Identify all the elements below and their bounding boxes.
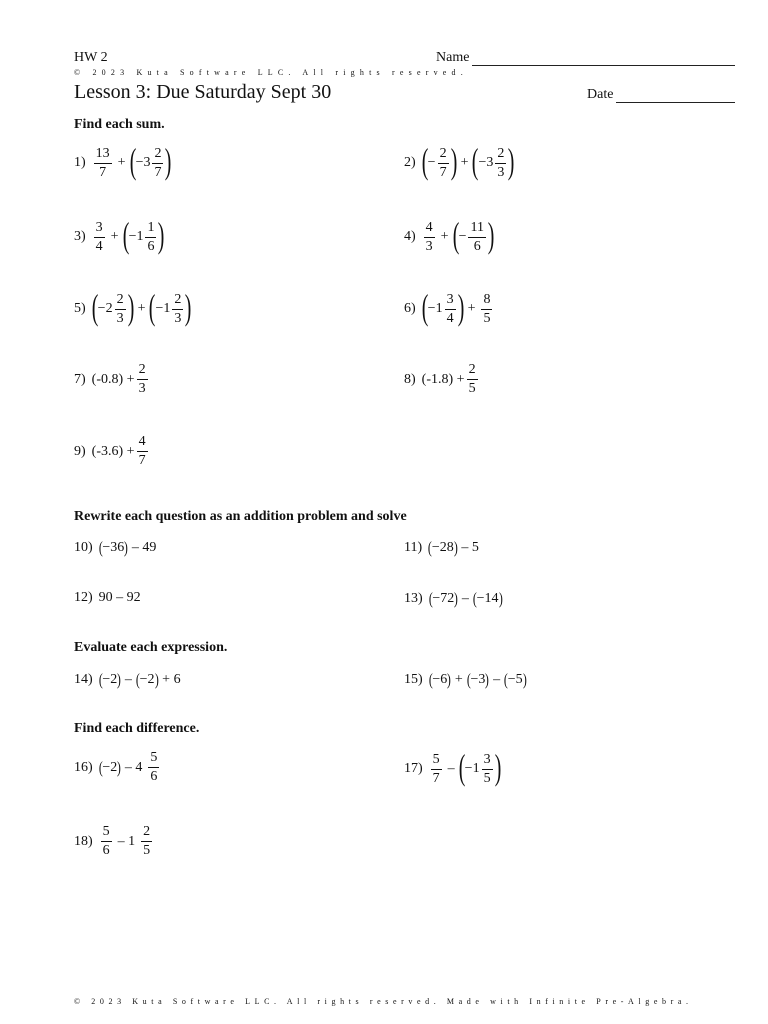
- problem-17: [404, 747, 501, 787]
- expression-lead: (-1.8) +: [421, 371, 465, 387]
- right-paren: ): [158, 215, 165, 255]
- fraction: [482, 753, 493, 786]
- left-paren: (: [98, 670, 103, 689]
- expression-rest: – 5: [461, 540, 479, 555]
- operator: +: [454, 672, 463, 687]
- term: −14: [476, 591, 499, 606]
- left-paren: (: [428, 538, 432, 557]
- operator: –: [124, 672, 132, 687]
- denominator: 5: [483, 310, 491, 326]
- numerator: 5: [101, 825, 112, 842]
- whole-part: −3: [135, 155, 151, 170]
- left-paren: (: [91, 287, 98, 327]
- problem-number: 13): [404, 591, 423, 606]
- problem-3: [74, 215, 165, 255]
- fraction: [94, 147, 112, 180]
- operator: –: [493, 672, 501, 687]
- left-paren: (: [122, 215, 129, 255]
- fraction: [148, 751, 159, 784]
- worksheet-id: HW 2: [74, 50, 108, 65]
- fraction: [94, 221, 105, 254]
- problem-10: [74, 538, 160, 558]
- name-label: Name: [436, 50, 470, 65]
- numerator: 8: [481, 293, 492, 310]
- whole-part: −1: [464, 761, 480, 776]
- operator: –: [461, 591, 469, 606]
- term: −36: [102, 540, 125, 555]
- whole-part: −2: [97, 301, 113, 316]
- right-paren: ): [454, 589, 459, 608]
- problem-number: 12): [74, 590, 93, 605]
- left-paren: (: [428, 670, 433, 689]
- operator: +: [117, 155, 126, 170]
- problem-7: [74, 363, 150, 396]
- problem-13: [404, 589, 502, 609]
- problem-8: [404, 363, 480, 396]
- whole-part: −3: [478, 155, 494, 170]
- problem-11: [404, 538, 483, 558]
- fraction: [137, 435, 148, 468]
- numerator: 2: [137, 363, 148, 380]
- denominator: 5: [468, 381, 476, 396]
- problem-number: 9): [74, 443, 86, 459]
- problem-12: [74, 590, 141, 606]
- denominator: 7: [138, 453, 146, 468]
- problem-number: 11): [404, 540, 423, 555]
- term: −5: [507, 672, 523, 687]
- right-paren: ): [185, 287, 192, 327]
- term: −3: [470, 672, 486, 687]
- left-paren: (: [472, 589, 477, 608]
- problem-number: 5): [74, 301, 86, 316]
- section-heading-sum: Find each sum.: [74, 117, 165, 132]
- denominator: 7: [154, 164, 162, 180]
- problem-number: 8): [404, 371, 416, 387]
- problem-5: [74, 287, 192, 327]
- fraction: [445, 293, 456, 326]
- problem-6: [404, 287, 494, 327]
- problem-18: [74, 825, 154, 858]
- numerator: 2: [115, 293, 126, 310]
- right-paren: ): [457, 287, 464, 327]
- date-label: Date: [587, 87, 614, 102]
- problem-16: [74, 751, 161, 784]
- fraction: [137, 363, 148, 396]
- denominator: 5: [143, 843, 151, 858]
- numerator: 3: [482, 753, 493, 770]
- left-paren: (: [428, 589, 433, 608]
- right-paren: ): [447, 670, 452, 689]
- sign: −: [427, 155, 436, 170]
- numerator: 13: [94, 147, 112, 164]
- denominator: 4: [95, 238, 103, 254]
- problem-number: 10): [74, 540, 93, 555]
- right-paren: ): [117, 670, 122, 689]
- operator: –: [447, 761, 455, 776]
- denominator: 6: [150, 769, 158, 784]
- numerator: 3: [445, 293, 456, 310]
- lesson-title: Lesson 3: Due Saturday Sept 30: [74, 81, 332, 103]
- copyright-header: © 2023 Kuta Software LLC. All rights reserved.: [74, 68, 468, 77]
- right-paren: ): [522, 670, 527, 689]
- right-paren: ): [487, 215, 495, 255]
- numerator: 4: [137, 435, 148, 452]
- numerator: 1: [145, 221, 156, 238]
- fraction: [141, 825, 152, 858]
- expression-rest: – 49: [131, 540, 157, 555]
- denominator: 5: [483, 770, 491, 786]
- left-paren: (: [466, 670, 471, 689]
- denominator: 6: [102, 843, 110, 858]
- right-paren: ): [485, 670, 490, 689]
- section-heading-evaluate: Evaluate each expression.: [74, 640, 228, 655]
- numerator: 5: [148, 751, 159, 768]
- operator: +: [467, 301, 476, 316]
- fraction: [481, 293, 492, 326]
- fraction: [438, 147, 449, 180]
- numerator: 2: [141, 825, 152, 842]
- left-paren: (: [452, 215, 459, 255]
- sign: −: [458, 229, 467, 244]
- operator: +: [137, 301, 146, 316]
- problem-1: [74, 141, 172, 181]
- denominator: 3: [116, 310, 124, 326]
- section-heading-rewrite: Rewrite each question as an addition problem and solve: [74, 509, 407, 524]
- right-paren: ): [124, 538, 129, 557]
- fraction: [431, 753, 442, 786]
- fraction: [101, 825, 112, 858]
- right-paren: ): [154, 670, 159, 689]
- problem-9: [74, 435, 150, 468]
- whole-part: −1: [155, 301, 171, 316]
- problem-2: [404, 141, 515, 181]
- operator: +: [110, 229, 119, 244]
- left-paren: (: [421, 141, 428, 181]
- expression-lead: (-3.6) +: [91, 443, 135, 459]
- problem-4: [404, 215, 495, 255]
- problem-number: 15): [404, 672, 423, 687]
- problem-number: 2): [404, 155, 416, 170]
- numerator: 2: [438, 147, 449, 164]
- term: −2: [102, 759, 118, 775]
- section-heading-difference: Find each difference.: [74, 721, 200, 736]
- denominator: 3: [497, 164, 505, 180]
- right-paren: ): [494, 747, 501, 787]
- problem-number: 3): [74, 229, 86, 244]
- term: −72: [432, 591, 455, 606]
- expression-lead: (-0.8) +: [91, 371, 135, 387]
- right-paren: ): [508, 141, 515, 181]
- fraction: [424, 221, 435, 254]
- problem-number: 16): [74, 759, 93, 775]
- expression: 90 – 92: [98, 590, 141, 605]
- fraction: [495, 147, 506, 180]
- name-line: [472, 65, 735, 66]
- numerator: 11: [468, 221, 485, 238]
- right-paren: ): [450, 141, 457, 181]
- left-paren: (: [135, 670, 140, 689]
- right-paren: ): [498, 589, 503, 608]
- problem-15: [404, 670, 526, 690]
- fraction: [115, 293, 126, 326]
- left-paren: (: [458, 747, 465, 787]
- denominator: 7: [432, 770, 440, 786]
- left-paren: (: [98, 757, 103, 777]
- term: −28: [431, 540, 454, 555]
- date-line: [616, 102, 735, 103]
- term: −2: [139, 672, 155, 687]
- term: −6: [432, 672, 448, 687]
- right-paren: ): [117, 757, 122, 777]
- fraction: [152, 147, 163, 180]
- expression-mid: – 4: [124, 759, 143, 775]
- fraction: [145, 221, 156, 254]
- problem-number: 4): [404, 229, 416, 244]
- expression-mid: – 1: [117, 833, 136, 849]
- denominator: 3: [425, 238, 433, 254]
- denominator: 3: [138, 381, 146, 396]
- problem-number: 17): [404, 761, 423, 776]
- numerator: 2: [467, 363, 478, 380]
- left-paren: (: [98, 538, 103, 557]
- denominator: 4: [446, 310, 454, 326]
- numerator: 2: [495, 147, 506, 164]
- numerator: 2: [152, 147, 163, 164]
- denominator: 6: [147, 238, 155, 254]
- left-paren: (: [129, 141, 136, 181]
- numerator: 3: [94, 221, 105, 238]
- left-paren: (: [421, 287, 428, 327]
- denominator: 6: [473, 238, 481, 254]
- operator: +: [460, 155, 469, 170]
- left-paren: (: [149, 287, 156, 327]
- fraction: [468, 221, 485, 254]
- copyright-footer: © 2023 Kuta Software LLC. All rights reserved. Made with Infinite Pre-Algebra.: [74, 997, 693, 1006]
- left-paren: (: [503, 670, 508, 689]
- denominator: 7: [99, 164, 107, 180]
- right-paren: ): [165, 141, 172, 181]
- problem-number: 1): [74, 155, 86, 170]
- problem-number: 7): [74, 371, 86, 387]
- numerator: 4: [424, 221, 435, 238]
- problem-number: 6): [404, 301, 416, 316]
- whole-part: −1: [128, 229, 144, 244]
- operator: +: [440, 229, 449, 244]
- denominator: 3: [174, 310, 182, 326]
- fraction: [467, 363, 478, 396]
- problem-14: [74, 670, 185, 690]
- expression-rest: + 6: [162, 672, 181, 687]
- problem-number: 14): [74, 672, 93, 687]
- fraction: [172, 293, 183, 326]
- problem-number: 18): [74, 833, 93, 849]
- right-paren: ): [127, 287, 134, 327]
- whole-part: −1: [427, 301, 443, 316]
- term: −2: [102, 672, 118, 687]
- right-paren: ): [453, 538, 458, 557]
- left-paren: (: [472, 141, 479, 181]
- numerator: 5: [431, 753, 442, 770]
- denominator: 7: [439, 164, 447, 180]
- numerator: 2: [172, 293, 183, 310]
